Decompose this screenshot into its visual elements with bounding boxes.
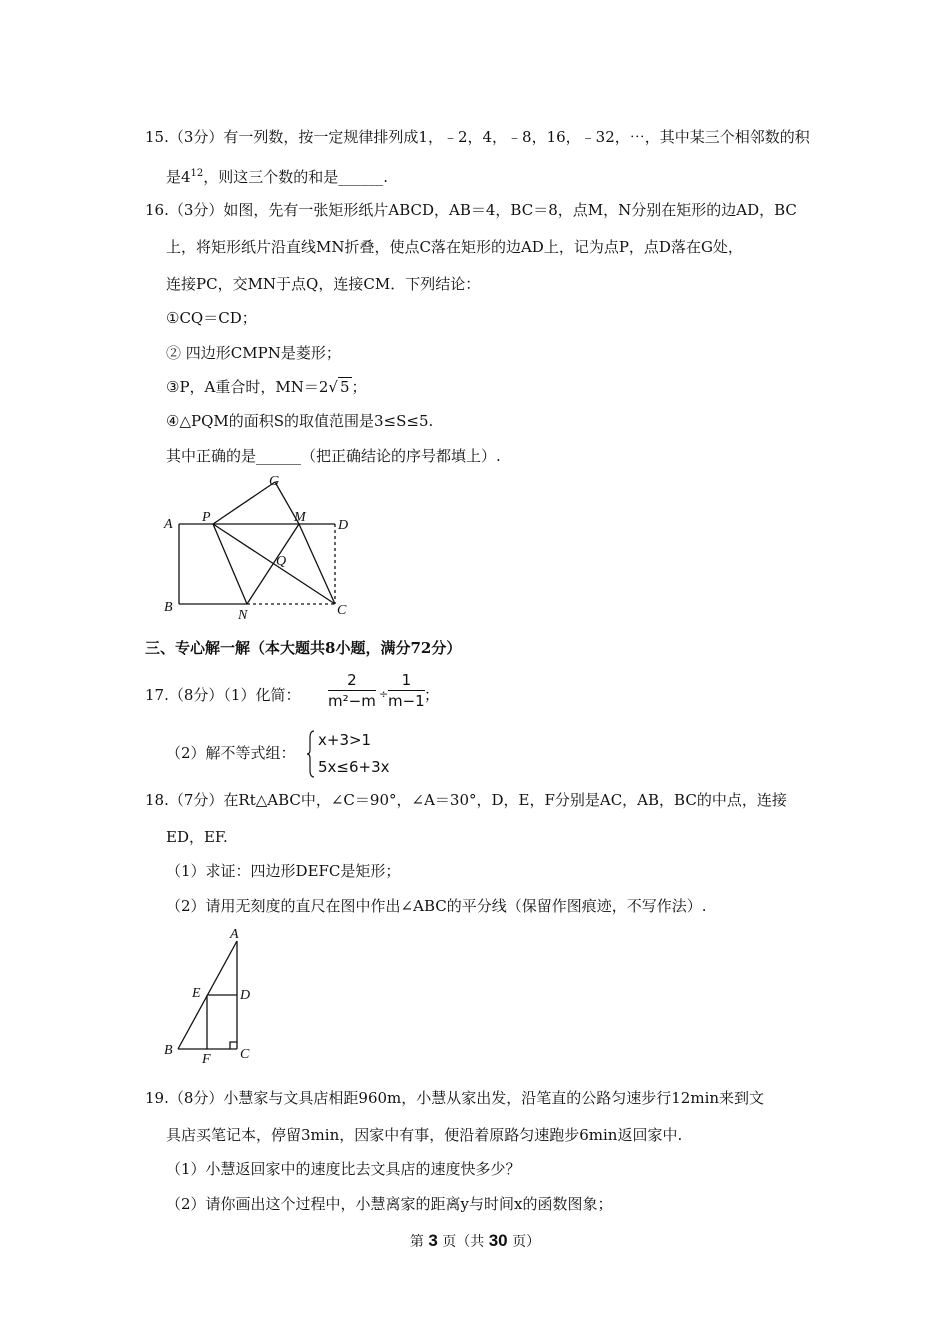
label-B: B (164, 600, 173, 615)
q17-frac1-denominator: m²−m (328, 692, 376, 710)
q15-exponent: 12 (190, 168, 204, 179)
q17-inequality-2: 5x≤6+3x (318, 758, 390, 776)
q18-figure (160, 925, 270, 1065)
q17-inequality-1: x+3>1 (318, 731, 372, 749)
sqrt-radicand: 5 (339, 378, 350, 396)
q16-line3: 连接PC，交MN于点Q，连接CM．下列结论： (166, 275, 481, 293)
sqrt-radical: √ (328, 378, 338, 396)
label-N: N (238, 608, 248, 623)
q17-part2: （2）解不等式组： (166, 744, 296, 762)
q18-part2: （2）请用无刻度的直尺在图中作出∠ABC的平分线（保留作图痕迹，不写作法）. (166, 897, 707, 915)
label-M: M (294, 510, 306, 525)
q17-brace (307, 730, 315, 778)
q19-part1: （1）小慧返回家中的速度比去文具店的速度快多少？ (166, 1160, 521, 1178)
label-E: E (192, 986, 201, 1001)
q17-part1: 17.（8分）（1）化简： (145, 686, 301, 704)
q16-conclusion-2: ② 四边形CMPN是菱形； (166, 344, 341, 362)
q15-line1: 15.（3分）有一列数，按一定规律排列成1，﹣2，4，﹣8，16，﹣32，⋯，其中某三个相邻数的积 (145, 128, 810, 146)
q17-frac2-numerator: 1 (388, 670, 425, 691)
page-total: 30 (488, 1231, 508, 1250)
label-Q: Q (276, 554, 287, 569)
q15-line2-pre: 是4 (166, 168, 191, 186)
q17-fraction-2 (388, 670, 425, 711)
q19-line1: 19.（8分）小慧家与文具店相距960m，小慧从家出发，沿笔直的公路匀速步行12min来到文 (145, 1089, 765, 1107)
q16-c3-pre: ③P，A重合时，MN＝2 (166, 378, 329, 396)
q16-c3-post: ； (351, 378, 367, 396)
brace-icon (307, 730, 315, 778)
q18-line1: 18.（7分）在Rt△ABC中，∠C＝90°，∠A＝30°，D，E，F分别是AC，AB，BC的中点，连接 (145, 791, 787, 809)
q17-frac1-numerator: 2 (328, 670, 376, 691)
q15-line2 (166, 164, 388, 187)
q15-line2-post: ，则这三个数的和是______. (203, 168, 389, 186)
q18-part1: （1）求证：四边形DEFC是矩形； (166, 862, 401, 880)
q16-answer-line: 其中正确的是______（把正确结论的序号都填上）. (166, 447, 501, 465)
q16-conclusion-4: ④△PQM的面积S的取值范围是3≤S≤5. (166, 412, 434, 430)
q16-figure (160, 474, 360, 623)
label-D: D (338, 518, 349, 533)
q19-part2: （2）请你画出这个过程中，小慧离家的距离y与时间x的函数图象； (166, 1195, 613, 1213)
q18-line2: ED，EF. (166, 828, 228, 846)
q17-division-sign: ÷ (379, 688, 389, 701)
q17-fraction-1 (328, 670, 376, 711)
footer-post: 页） (512, 1234, 541, 1250)
q16-line1: 16.（3分）如图，先有一张矩形纸片ABCD，AB＝4，BC＝8，点M，N分别在矩形的边AD，BC (145, 201, 797, 219)
label-P: P (202, 510, 211, 525)
q16-conclusion-1: ①CQ＝CD； (166, 309, 257, 327)
label-G: G (269, 474, 280, 489)
q17-frac2-denominator: m−1 (388, 692, 425, 710)
q17-part1-end: ； (424, 686, 440, 704)
label-C: C (240, 1047, 250, 1062)
q16-line2: 上，将矩形纸片沿直线MN折叠，使点C落在矩形的边AD上，记为点P，点D落在G处， (166, 238, 743, 256)
section3-title: 三、专心解一解（本大题共8小题，满分72分） (145, 639, 462, 657)
label-B: B (164, 1043, 173, 1058)
q19-line2: 具店买笔记本，停留3min，因家中有事，便沿着原路匀速跑步6min返回家中. (166, 1126, 683, 1144)
label-A: A (230, 927, 239, 942)
label-C: C (337, 603, 347, 618)
q16-conclusion-3 (166, 377, 367, 397)
page-footer (0, 1231, 950, 1251)
label-F: F (202, 1052, 211, 1067)
label-A: A (164, 517, 173, 532)
label-D: D (240, 988, 251, 1003)
page-number: 3 (428, 1231, 438, 1250)
footer-mid: 页（共 (442, 1234, 485, 1250)
footer-pre: 第 (409, 1234, 424, 1250)
